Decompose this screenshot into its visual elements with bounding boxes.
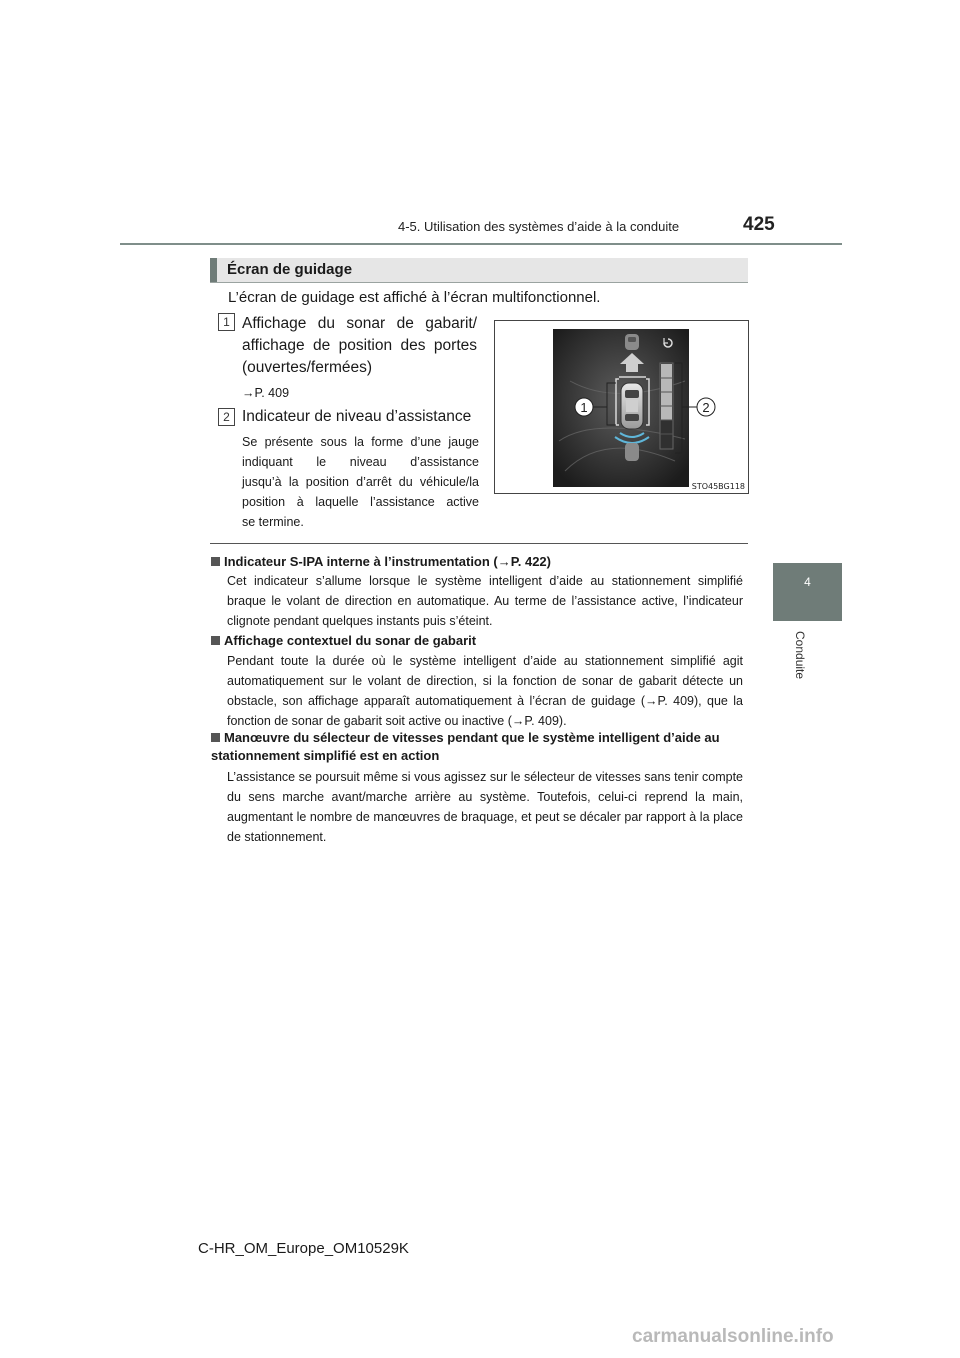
callout-2-label: 2 <box>702 400 710 415</box>
notes-rule <box>210 543 748 544</box>
footer-document-code: C-HR_OM_Europe_OM10529K <box>198 1240 409 1257</box>
square-bullet-icon <box>211 557 220 566</box>
item-2-desc-line-1: Se présente sous la forme d’une jauge <box>242 435 479 449</box>
note-2-title: Affichage contextuel du sonar de gabarit <box>211 632 751 650</box>
note-2-body: Pendant toute la durée où le système intelligent d’aide au stationnement simplifié agit automatiquement sur le volant de direction, si la fonction de sonar de gabarit détecte un obstacle, son affichage apparaît automatiquement à l’écran de guidage (→P. 409), que la fonction de sonar de gabarit soit active ou inactive (→P. 409). <box>227 654 743 728</box>
note-1-body: Cet indicateur s’allume lorsque le système intelligent d’aide au stationnement simplifié braque le volant de direction en automatique. Au terme de l’assistance active, l’indicateur clignote pendant quelques instants puis s’éteint. <box>227 574 743 628</box>
item-1-reference: →P. 409 <box>242 386 290 400</box>
item-2-desc-line-4: position à laquelle l’assistance active <box>242 495 479 509</box>
header-title: 4-5. Utilisation des systèmes d’aide à la conduite <box>398 219 680 234</box>
item-1-line-3: (ouvertes/fermées) <box>242 359 373 376</box>
square-bullet-icon <box>211 636 220 645</box>
section-title: Écran de guidage <box>227 261 353 278</box>
item-1-line-2: affichage de position des portes <box>242 337 477 354</box>
item-1-line-1: Affichage du sonar de gabarit/ <box>242 315 477 332</box>
header-rule <box>120 243 842 245</box>
item-marker-2: 2 <box>218 408 235 426</box>
intro-text: L’écran de guidage est affiché à l’écran multifonctionnel. <box>228 289 601 306</box>
chapter-tab <box>773 563 842 621</box>
note-1-title: Indicateur S-IPA interne à l’instrumentation (→P. 422) <box>211 553 751 571</box>
item-marker-1: 1 <box>218 313 235 331</box>
note-3-title: Manœuvre du sélecteur de vitesses pendant que le système intelligent d’aide au stationnement simplifié est en action <box>211 730 720 763</box>
guidance-screen-figure <box>494 320 749 494</box>
figure-code: STO45BG118 <box>691 482 745 491</box>
item-2-desc-line-5: se termine. <box>242 515 304 529</box>
watermark: carmanualsonline.info <box>632 1326 834 1347</box>
chapter-label: Conduite <box>793 631 807 680</box>
callout-1-label: 1 <box>580 400 588 415</box>
section-heading-accent <box>210 258 217 282</box>
chapter-tab-number: 4 <box>804 575 811 589</box>
page-number: 425 <box>743 214 775 235</box>
guidance-screen-illustration <box>495 321 748 493</box>
item-2-title: Indicateur de niveau d’assistance <box>242 408 472 425</box>
note-3-body: L’assistance se poursuit même si vous agissez sur le sélecteur de vitesses sans tenir compte du sens marche avant/marche arrière au système. Toutefois, celui-ci reprend la main, augmentant le nombre de manœuvres de braquage, et peut se décaler par rapport à la place de stationnement. <box>227 770 743 844</box>
section-heading <box>210 258 748 283</box>
rear-obstacle-car-icon <box>625 443 639 461</box>
item-2-desc-line-3: jusqu’à la position d’arrêt du véhicule/la <box>242 475 479 489</box>
item-2-desc-line-2: indiquant le niveau d’assistance <box>242 455 479 469</box>
assistance-gauge <box>660 363 673 449</box>
square-bullet-icon <box>211 733 220 742</box>
